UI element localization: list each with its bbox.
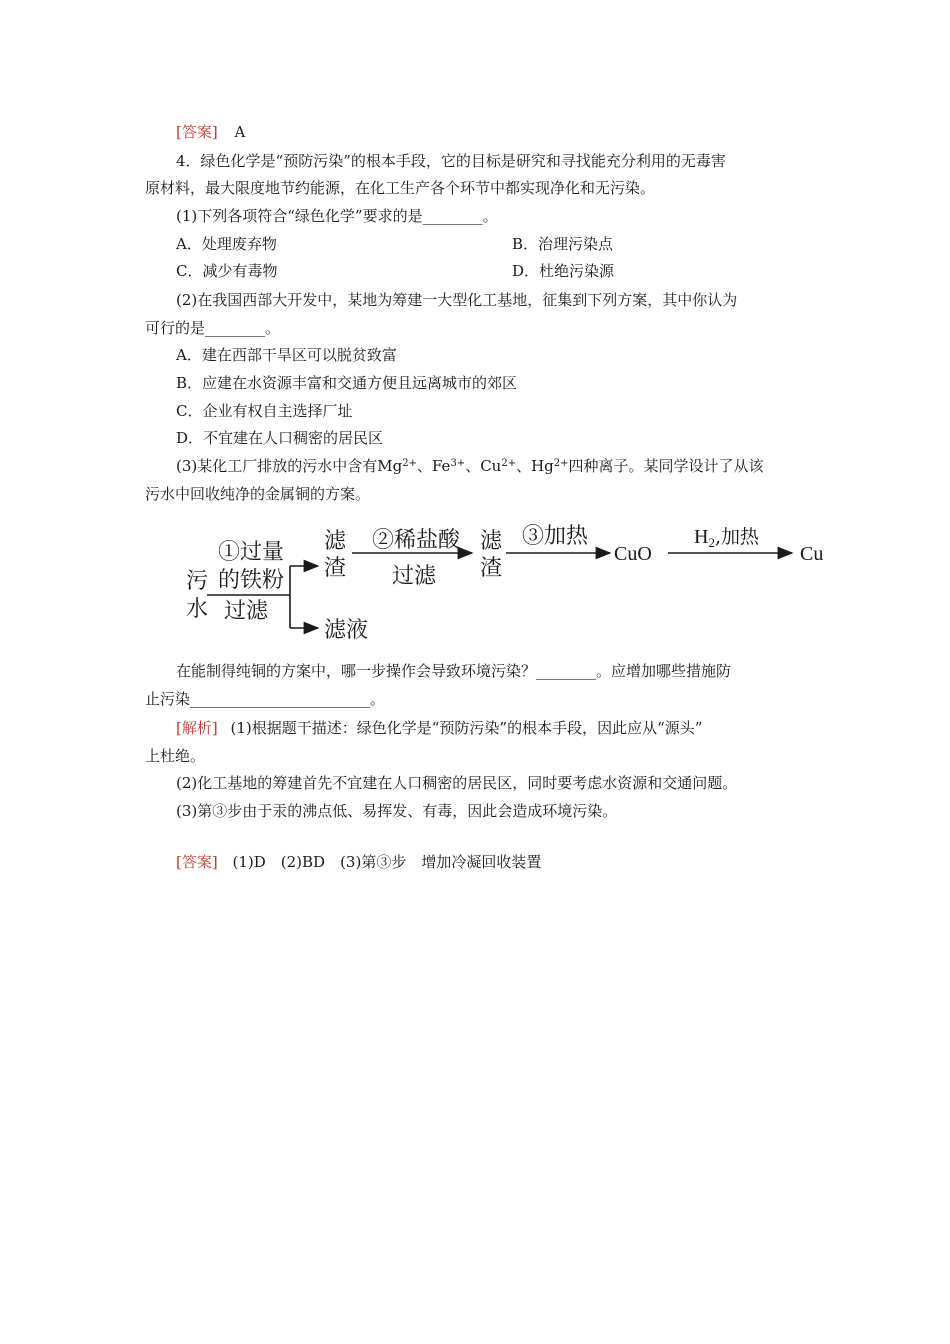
analysis-text-1: (1)根据题干描述：绿色化学是“预防污染”的根本手段，因此应从“源头” bbox=[230, 719, 703, 737]
final-answer bbox=[176, 851, 541, 873]
part1-option-a: A．处理废弃物 bbox=[176, 235, 277, 253]
part2-option-c: C．企业有权自主选择厂址 bbox=[176, 402, 353, 420]
part2-prompt-line-2: 可行的是________。 bbox=[145, 319, 281, 337]
question-stem-line-1: 4．绿色化学是“预防污染”的根本手段，它的目标是研究和寻找能充分利用的无毒害 bbox=[176, 152, 726, 170]
part2-option-b: B．应建在水资源丰富和交通方便且远离城市的郊区 bbox=[176, 374, 518, 392]
analysis-line-3: (2)化工基地的筹建首先不宜建在人口稠密的居民区，同时要考虑水资源和交通问题。 bbox=[176, 774, 738, 792]
answer-tag: [答案] bbox=[176, 123, 218, 141]
charge-hg: 2+ bbox=[553, 458, 569, 469]
flow-step1-top-1: ①过量 bbox=[218, 540, 285, 565]
flow-start-1: 污 bbox=[186, 569, 209, 594]
part3-intro-b: 四种离子。某同学设计了从该 bbox=[568, 457, 764, 475]
analysis-line-2: 上杜绝。 bbox=[145, 747, 206, 765]
flow-step1-top-2: 的铁粉 bbox=[218, 568, 285, 593]
part3-sep-3: 、Hg bbox=[516, 457, 554, 475]
analysis-tag: [解析] bbox=[176, 719, 218, 737]
answer-text: A bbox=[234, 123, 246, 141]
part3-question-line-2: 止污染________________________。 bbox=[145, 690, 386, 708]
part2-option-d: D．不宜建在人口稠密的居民区 bbox=[176, 429, 384, 447]
part2-prompt-line-1: (2)在我国西部大开发中，某地为筹建一大型化工基地，征集到下列方案，其中你认为 bbox=[176, 291, 738, 309]
flow-step2-bottom: 过滤 bbox=[392, 564, 437, 589]
analysis-line-4: (3)第③步由于汞的沸点低、易挥发、有毒，因此会造成环境污染。 bbox=[176, 802, 618, 820]
charge-mg: 2+ bbox=[402, 458, 417, 469]
part3-intro-line-2: 污水中回收纯净的金属铜的方案。 bbox=[145, 485, 371, 503]
flow-residue1-2: 渣 bbox=[324, 556, 347, 581]
flow-step4-h: H bbox=[694, 526, 709, 548]
analysis-line-1 bbox=[176, 717, 702, 739]
part2-option-a: A．建在西部干旱区可以脱贫致富 bbox=[176, 346, 397, 364]
flow-residue2-2: 渣 bbox=[480, 556, 503, 581]
flow-filtrate: 滤液 bbox=[324, 618, 369, 643]
part3-question-line-1: 在能制得纯铜的方案中，哪一步操作会导致环境污染？________。应增加哪些措施防 bbox=[176, 662, 732, 680]
flow-step1-bottom: 过滤 bbox=[224, 599, 269, 624]
flow-residue1-1: 滤 bbox=[324, 529, 347, 554]
flow-step2-top: ②稀盐酸 bbox=[372, 528, 461, 553]
part3-intro-a: (3)某化工厂排放的污水中含有Mg bbox=[176, 457, 403, 475]
part1-prompt: (1)下列各项符合“绿色化学”要求的是________。 bbox=[176, 207, 498, 225]
part3-sep-2: 、Cu bbox=[465, 457, 502, 475]
flow-step4-rest: ,加热 bbox=[714, 526, 759, 548]
flow-step4-label bbox=[694, 525, 759, 555]
part1-option-d: D．杜绝污染源 bbox=[512, 262, 615, 280]
charge-fe: 3+ bbox=[450, 458, 466, 469]
flow-step3-top: ③加热 bbox=[522, 524, 589, 549]
final-answer-tag: [答案] bbox=[176, 853, 218, 871]
flow-step4-sub: 2 bbox=[708, 535, 715, 550]
question-stem-line-2: 原材料，最大限度地节约能源，在化工生产各个环节中都实现净化和无污染。 bbox=[145, 179, 656, 197]
part1-option-c: C．减少有毒物 bbox=[176, 262, 278, 280]
part1-option-b: B．治理污染点 bbox=[512, 235, 614, 253]
flow-product-cu: Cu bbox=[800, 543, 824, 565]
charge-cu: 2+ bbox=[501, 458, 517, 469]
part3-sep-1: 、Fe bbox=[416, 457, 451, 475]
flow-start-2: 水 bbox=[186, 597, 209, 622]
final-answer-text: (1)D (2)BD (3)第③步 增加冷凝回收装置 bbox=[232, 853, 542, 871]
flow-residue2-1: 滤 bbox=[480, 529, 503, 554]
flow-product-cuo: CuO bbox=[614, 543, 652, 565]
